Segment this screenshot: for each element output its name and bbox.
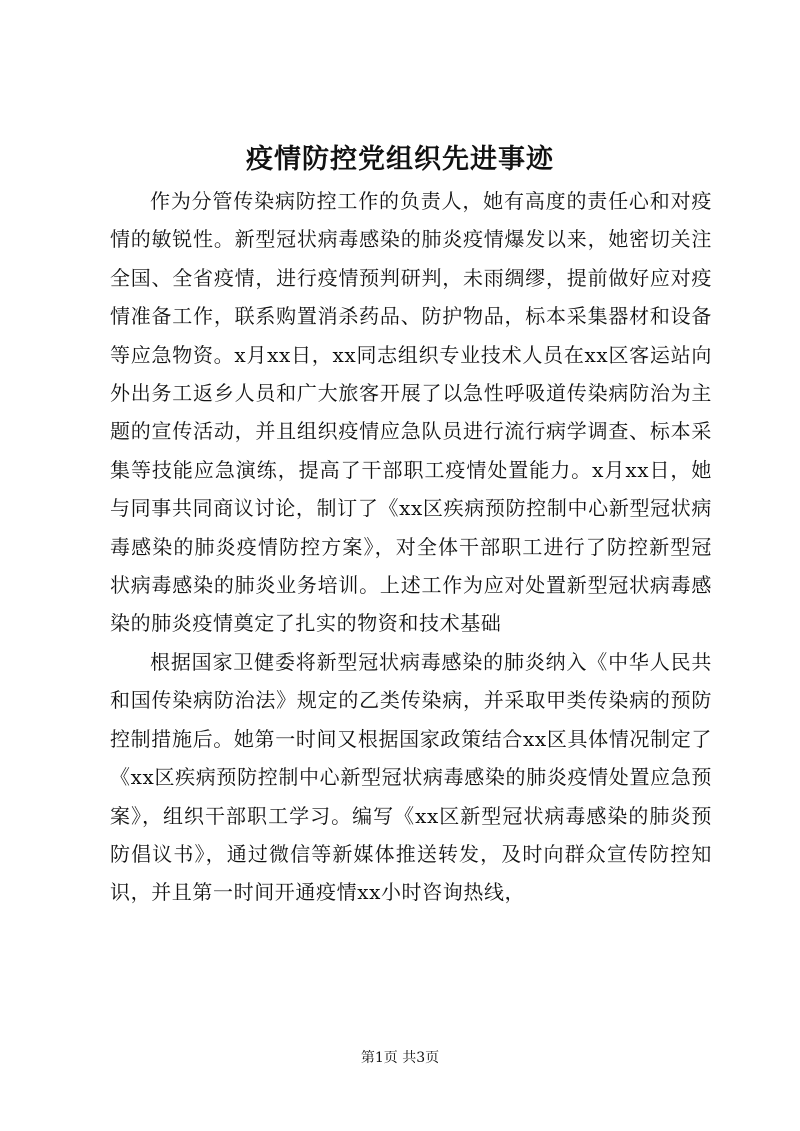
document-body bbox=[110, 182, 712, 912]
page-footer: 第1页 共3页 bbox=[360, 1050, 440, 1066]
document-title: 疫情防控党组织先进事迹 bbox=[246, 144, 554, 175]
paragraph-2: 根据国家卫健委将新型冠状病毒感染的肺炎纳入《中华人民共和国传染病防治法》规定的乙类传染病，并采取甲类传染病的预防控制措施后。她第一时间又根据国家政策结合xx区具体情况制定了《xx区疾病预防控制中心新型冠状病毒感染的肺炎疫情处置应急预案》，组织干部职工学习。编写《xx区新型冠状病毒感染的肺炎预防倡议书》，通过微信等新媒体推送转发，及时向群众宣传防控知识，并且第一时间开通疫情xx小时咨询热线， bbox=[110, 649, 712, 905]
paragraph-1: 作为分管传染病防控工作的负责人，她有高度的责任心和对疫情的敏锐性。新型冠状病毒感染的肺炎疫情爆发以来，她密切关注全国、全省疫情，进行疫情预判研判，未雨绸缪，提前做好应对疫情准备工作，联系购置消杀药品、防护物品，标本采集器材和设备等应急物资。x月xx日，xx同志组织专业技术人员在xx区客运站向外出务工返乡人员和广大旅客开展了以急性呼吸道传染病防治为主题的宣传活动，并且组织疫情应急队员进行流行病学调查、标本采集等技能应急演练，提高了干部职工疫情处置能力。x月xx日，她与同事共同商议讨论，制订了《xx区疾病预防控制中心新型冠状病毒感染的肺炎疫情防控方案》，对全体干部职工进行了防控新型冠状病毒感染的肺炎业务培训。上述工作为应对处置新型冠状病毒感染的肺炎疫情奠定了扎实的物资和技术基础 bbox=[110, 189, 712, 636]
